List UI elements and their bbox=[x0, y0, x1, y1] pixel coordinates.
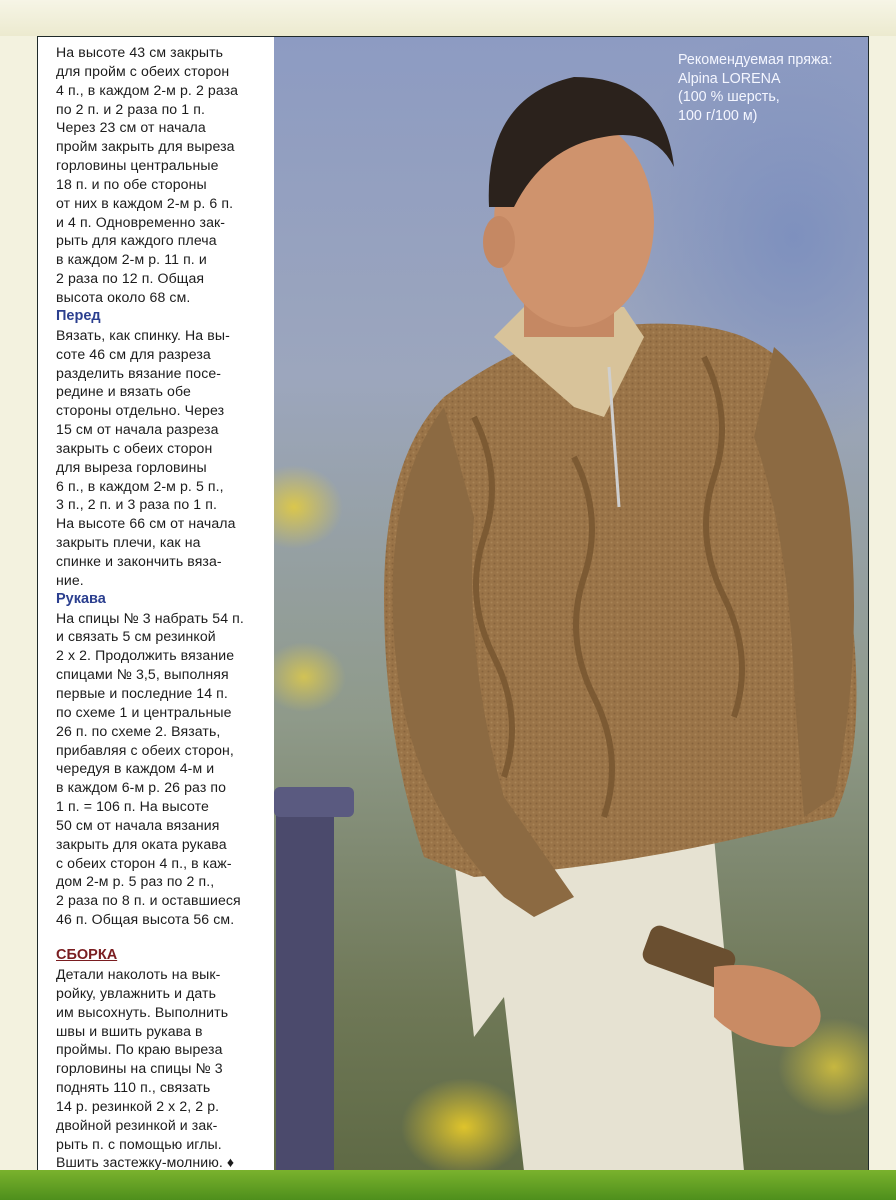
footer-band bbox=[0, 1170, 896, 1200]
text-line: 1 п. = 106 п. На высоте bbox=[56, 798, 209, 815]
text-line: ние. bbox=[56, 571, 84, 588]
yarn-weight: 100 г/100 м) bbox=[678, 107, 758, 124]
text-line: На спицы № 3 набрать 54 п. bbox=[56, 609, 244, 626]
text-line: Вязать, как спинку. На вы- bbox=[56, 326, 230, 343]
text-line: по схеме 1 и центральные bbox=[56, 703, 232, 720]
text-line: по 2 п. и 2 раза по 1 п. bbox=[56, 100, 205, 117]
text-line: 2 х 2. Продолжить вязание bbox=[56, 647, 235, 664]
text-line: в каждом 2-м р. 11 п. и bbox=[56, 251, 207, 268]
text-line: проймы. По краю выреза bbox=[56, 1041, 223, 1058]
text-line: поднять 110 п., связать bbox=[56, 1079, 211, 1096]
model-photo bbox=[274, 37, 868, 1171]
text-line: горловины на спицы № 3 bbox=[56, 1060, 223, 1077]
yarn-label: Рекомендуемая пряжа: bbox=[678, 52, 833, 68]
yarn-composition: (100 % шерсть, bbox=[678, 89, 780, 105]
text-line: 14 р. резинкой 2 х 2, 2 р. bbox=[56, 1097, 220, 1114]
text-line: спицами № 3,5, выполняя bbox=[56, 666, 229, 683]
text-line: дом 2-м р. 5 раз по 2 п., bbox=[56, 873, 215, 890]
text-line: закрыть с обеих сторон bbox=[56, 439, 213, 456]
text-line: 2 раза по 12 п. Общая bbox=[56, 270, 205, 287]
text-line: первые и последние 14 п. bbox=[56, 685, 228, 701]
text-line: Вшить застежку-молнию. ♦ bbox=[56, 1154, 235, 1171]
sleeves-heading: Рукава bbox=[56, 590, 106, 607]
text-line: и 4 п. Одновременно зак- bbox=[56, 213, 226, 230]
front-text bbox=[56, 326, 266, 590]
text-line: На высоте 66 см от начала bbox=[56, 515, 236, 532]
text-line: закрыть для оката рукава bbox=[56, 835, 227, 852]
text-line: 18 п. и по обе стороны bbox=[56, 175, 207, 192]
top-margin bbox=[0, 0, 896, 36]
text-line: 3 п., 2 п. и 3 раза по 1 п. bbox=[56, 496, 218, 513]
sleeves-text bbox=[56, 609, 266, 929]
text-line: соте 46 см для разреза bbox=[56, 345, 211, 362]
text-line: высота около 68 см. bbox=[56, 288, 191, 305]
text-line: двойной резинкой и зак- bbox=[56, 1116, 218, 1133]
man-in-sweater-illustration bbox=[274, 37, 868, 1171]
text-line: разделить вязание посе- bbox=[56, 364, 222, 381]
text-line: Детали наколоть на вык- bbox=[56, 965, 221, 982]
intro-text bbox=[56, 43, 266, 307]
yarn-name: Alpina LORENA bbox=[678, 70, 781, 87]
text-line: чередуя в каждом 4-м и bbox=[56, 760, 215, 777]
assembly-heading: СБОРКА bbox=[56, 946, 118, 963]
front-heading: Перед bbox=[56, 307, 101, 324]
text-line: и связать 5 см резинкой bbox=[56, 628, 216, 645]
assembly-text bbox=[56, 965, 266, 1172]
instructions-column bbox=[38, 37, 274, 1171]
text-line: прибавляя с обеих сторон, bbox=[56, 741, 234, 758]
text-line: 2 раза по 8 п. и оставшиеся bbox=[56, 892, 241, 909]
text-line: 6 п., в каждом 2-м р. 5 п., bbox=[56, 477, 224, 494]
text-line: для пройм с обеих сторон bbox=[56, 62, 230, 79]
text-line: закрыть плечи, как на bbox=[56, 534, 201, 551]
text-line: 26 п. по схеме 2. Вязать, bbox=[56, 722, 221, 739]
text-line: На высоте 43 см закрыть bbox=[56, 44, 224, 60]
magazine-page bbox=[37, 36, 869, 1172]
text-line: горловины центральные bbox=[56, 157, 219, 174]
text-line: ройку, увлажнить и дать bbox=[56, 984, 217, 1001]
text-line: с обеих сторон 4 п., в каж- bbox=[56, 854, 232, 871]
text-line: для выреза горловины bbox=[56, 458, 207, 475]
text-line: от них в каждом 2-м р. 6 п. bbox=[56, 194, 234, 211]
text-line: им высохнуть. Выполнить bbox=[56, 1003, 229, 1020]
fence-post bbox=[276, 797, 334, 1171]
text-line: 4 п., в каждом 2-м р. 2 раза bbox=[56, 81, 239, 98]
text-line: Через 23 см от начала bbox=[56, 119, 206, 136]
yarn-recommendation bbox=[678, 51, 858, 125]
text-line: швы и вшить рукава в bbox=[56, 1022, 203, 1039]
text-line: рыть п. с помощью иглы. bbox=[56, 1135, 222, 1152]
text-line: рыть для каждого плеча bbox=[56, 232, 217, 249]
text-line: пройм закрыть для выреза bbox=[56, 138, 235, 155]
text-line: редине и вязать обе bbox=[56, 383, 191, 400]
text-line: 15 см от начала разреза bbox=[56, 421, 219, 438]
text-line: в каждом 6-м р. 26 раз по bbox=[56, 779, 227, 796]
text-line: стороны отдельно. Через bbox=[56, 402, 225, 419]
text-line: спинке и закончить вяза- bbox=[56, 552, 222, 569]
text-line: 50 см от начала вязания bbox=[56, 816, 220, 833]
text-line: 46 п. Общая высота 56 см. bbox=[56, 911, 235, 928]
